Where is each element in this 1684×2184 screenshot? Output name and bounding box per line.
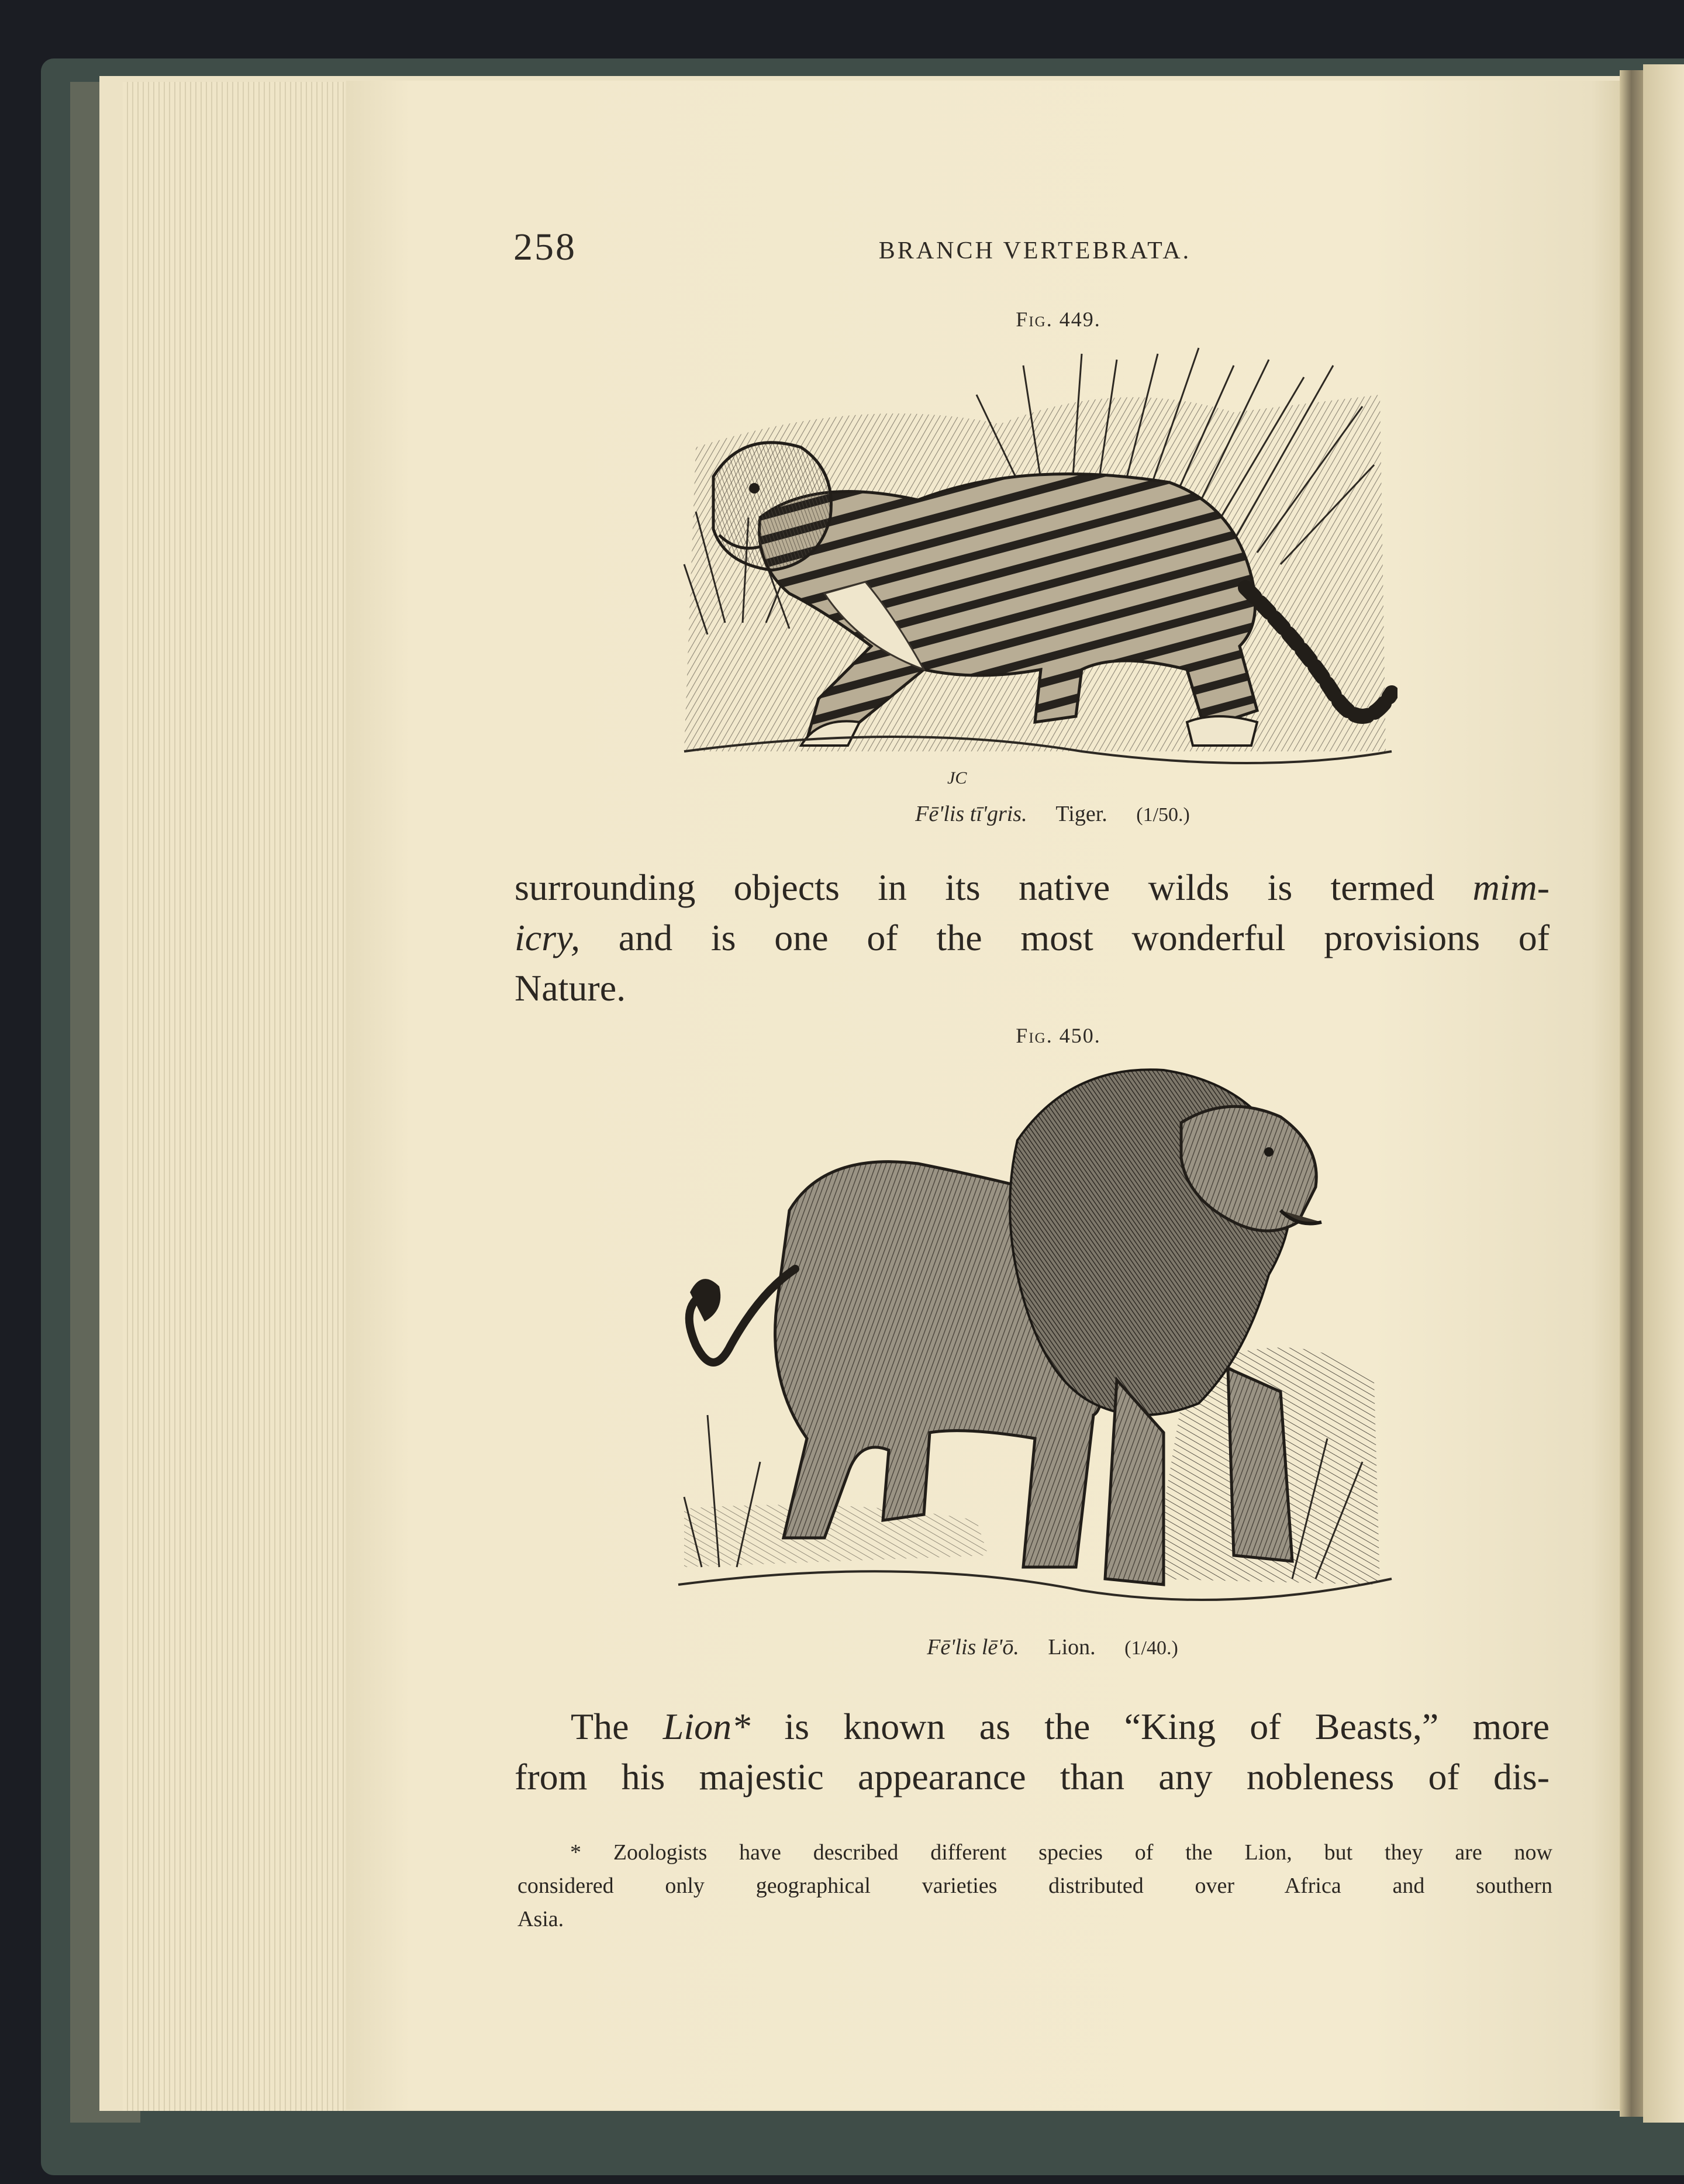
paragraph-1-line-1: surrounding objects in its native wilds is termed mim- xyxy=(515,867,1550,908)
lion-illustration xyxy=(672,1053,1397,1631)
engraver-signature: JC xyxy=(947,768,967,788)
page-edges xyxy=(123,82,345,2111)
lion-latin-name: Fē'lis lē'ō. xyxy=(927,1635,1019,1659)
book-gutter xyxy=(1620,70,1643,2117)
paragraph-lion xyxy=(515,1702,1550,1802)
footnote xyxy=(517,1836,1552,1936)
paragraph-2-line-2: from his majestic appearance than any nobleness of dis- xyxy=(515,1756,1550,1797)
figure-449-label: Fig. 449. xyxy=(1016,308,1101,331)
footnote-line-3: Asia. xyxy=(517,1907,564,1931)
page-number: 258 xyxy=(513,226,577,268)
lion-scale: (1/40.) xyxy=(1124,1637,1178,1659)
tiger-scale: (1/50.) xyxy=(1136,804,1190,826)
footnote-line-2: considered only geographical varieties distributed over Africa and southern xyxy=(517,1874,1552,1898)
figure-450-label: Fig. 450. xyxy=(1016,1024,1101,1047)
figure-449-caption xyxy=(672,801,1433,827)
paragraph-1-line-3: Nature. xyxy=(515,967,626,1009)
running-head: BRANCH VERTEBRATA. xyxy=(878,237,1192,264)
facing-page-edge xyxy=(1643,64,1684,2123)
tiger-common-name: Tiger. xyxy=(1055,802,1107,826)
paragraph-mimicry xyxy=(515,862,1550,1013)
figure-450-caption xyxy=(672,1634,1433,1660)
lion-common-name: Lion. xyxy=(1048,1635,1096,1659)
paragraph-1-line-2: icry, and is one of the most wonderful provisions of xyxy=(515,917,1550,958)
footnote-line-1: * Zoologists have described different species of the Lion, but they are now xyxy=(570,1840,1552,1865)
paragraph-2-line-1: The Lion* is known as the “King of Beasts,” more xyxy=(571,1706,1550,1747)
tiger-latin-name: Fē'lis tī'gris. xyxy=(915,802,1027,826)
tiger-illustration xyxy=(672,342,1397,789)
